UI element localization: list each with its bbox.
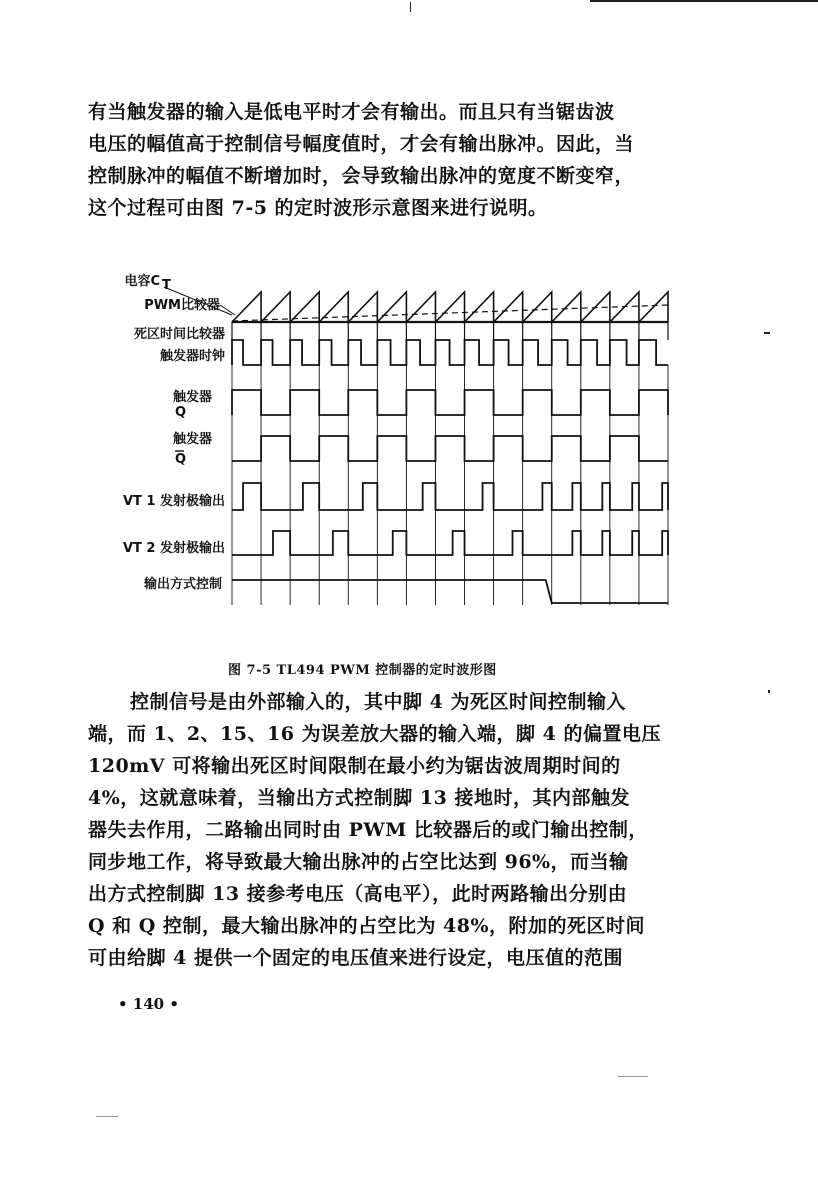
text-line: 可由给脚 4 提供一个固定的电压值来进行设定，电压值的范围 <box>88 947 623 969</box>
text-line: 器失去作用，二路输出同时由 PWM 比较器后的或门输出控制， <box>88 819 648 841</box>
paragraph-top <box>88 96 688 224</box>
output-mode-waveform <box>232 580 668 603</box>
label-capacitor: 电容C <box>124 274 160 289</box>
vt1-output-waveform <box>232 483 668 510</box>
label-vt2: VT 2 发射极输出 <box>122 541 225 556</box>
label-flipflop-q-title: 触发器 <box>173 390 213 405</box>
page-number: • 140 • <box>118 995 179 1013</box>
scan-mark <box>590 0 818 2</box>
flipflop-clock-waveform <box>232 340 668 365</box>
label-output-mode: 输出方式控制 <box>143 577 222 592</box>
label-capacitor-subscript: T <box>162 278 171 293</box>
label-pwm-comparator: PWM比较器 <box>144 298 220 313</box>
label-deadtime-comparator: 死区时间比较器 <box>133 327 225 342</box>
waveform-group <box>164 287 668 605</box>
text-line: 控制脉冲的幅值不断增加时，会导致输出脉冲的宽度不断变窄， <box>88 165 635 187</box>
text-line: 这个过程可由图 7-5 的定时波形示意图来进行说明。 <box>88 197 548 219</box>
text-line: 控制信号是由外部输入的，其中脚 4 为死区时间控制输入 <box>130 691 626 713</box>
text-line: 端，而 1、2、15、16 为误差放大器的输入端，脚 4 的偏置电压 <box>88 723 662 745</box>
label-flipflop-qbar: Q <box>175 452 187 467</box>
flipflop-q-waveform <box>232 390 668 415</box>
text-line: 电压的幅值高于控制信号幅度值时，才会有输出脉冲。因此，当 <box>88 133 635 155</box>
text-line: 120mV 可将输出死区时间限制在最小约为锯齿波周期时间的 <box>88 755 621 777</box>
label-vt1: VT 1 发射极输出 <box>122 494 225 509</box>
scan-mark <box>768 690 770 693</box>
paragraph-main <box>88 686 688 974</box>
label-flipflop-qbar-title: 触发器 <box>173 432 213 447</box>
vt2-output-waveform <box>232 531 668 555</box>
figure-caption: 图 7-5 TL494 PWM 控制器的定时波形图 <box>228 663 497 678</box>
label-flipflop-q: Q <box>175 405 187 420</box>
scan-mark <box>410 2 411 12</box>
scan-mark <box>618 1076 648 1077</box>
text-line: 出方式控制脚 13 接参考电压（高电平），此时两路输出分别由 <box>88 883 628 905</box>
scan-mark <box>764 332 770 334</box>
text-line: Q 和 Q 控制，最大输出脉冲的占空比为 48%，附加的死区时间 <box>88 915 646 937</box>
text-line: 4%，这就意味着，当输出方式控制脚 13 接地时，其内部触发 <box>88 787 630 809</box>
label-flipflop-clock: 触发器时钟 <box>159 349 225 364</box>
flipflop-qbar-waveform <box>232 436 668 461</box>
scan-mark <box>96 1116 118 1117</box>
timing-diagram-figure <box>80 265 680 615</box>
text-line: 同步地工作，将导致最大输出脉冲的占空比达到 96%，而当输 <box>88 851 629 873</box>
text-line: 有当触发器的输入是低电平时才会有输出。而且只有当锯齿波 <box>88 101 615 123</box>
